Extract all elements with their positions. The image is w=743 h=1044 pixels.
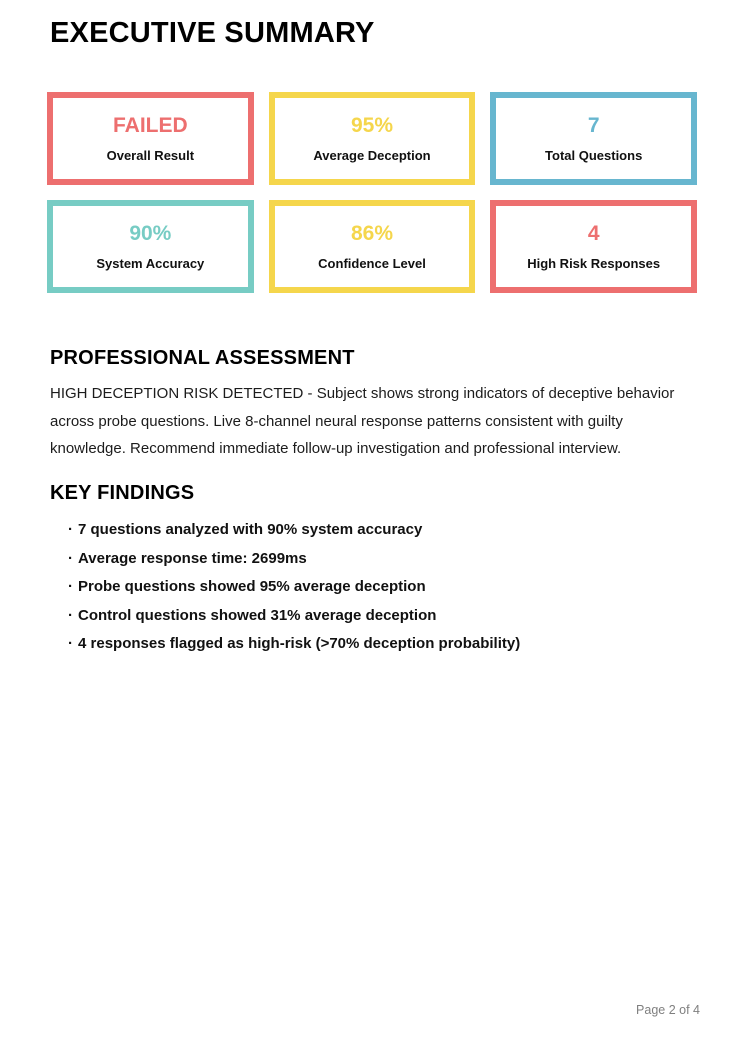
key-finding-text: Average response time: 2699ms bbox=[78, 549, 307, 567]
stat-card-label: High Risk Responses bbox=[527, 256, 661, 271]
key-finding-text: Probe questions showed 95% average deception bbox=[78, 578, 426, 595]
stat-card-label: Confidence Level bbox=[318, 256, 426, 271]
stat-card-label: System Accuracy bbox=[96, 256, 205, 271]
stat-card-average-deception bbox=[269, 92, 476, 185]
stat-card-value: FAILED bbox=[112, 114, 188, 137]
stat-card-value: 86% bbox=[350, 222, 393, 245]
stat-card-value: 7 bbox=[587, 114, 600, 137]
key-finding-text: 7 questions analyzed with 90% system accuracy bbox=[78, 521, 423, 538]
stat-card-label: Overall Result bbox=[106, 148, 195, 163]
key-finding-item bbox=[68, 636, 520, 651]
key-finding-item bbox=[68, 579, 520, 594]
stat-card-system-accuracy bbox=[47, 200, 254, 293]
professional-assessment-heading: PROFESSIONAL ASSESSMENT bbox=[50, 347, 355, 369]
page-title: EXECUTIVE SUMMARY bbox=[50, 17, 375, 49]
stat-card-confidence-level bbox=[269, 200, 476, 293]
stat-card-grid bbox=[47, 92, 697, 293]
professional-assessment-body: HIGH DECEPTION RISK DETECTED - Subject shows strong indicators of deceptive behavior across probe questions. Live 8-channel neural response patterns consistent with guilty knowledge. Recommend immediate follow-up investigation and professional interview. bbox=[50, 385, 675, 457]
key-finding-item bbox=[68, 522, 520, 537]
page-number: Page 2 of 4 bbox=[636, 1003, 700, 1017]
key-finding-item bbox=[68, 608, 520, 623]
bullet-dot: · bbox=[68, 521, 73, 538]
stat-card-high-risk-responses bbox=[490, 200, 697, 293]
bullet-dot: · bbox=[68, 549, 73, 567]
stat-card-label: Total Questions bbox=[545, 148, 643, 163]
bullet-dot: · bbox=[68, 635, 73, 652]
key-finding-text: Control questions showed 31% average deception bbox=[78, 606, 437, 624]
stat-card-value: 90% bbox=[129, 222, 172, 245]
key-findings-list bbox=[68, 522, 520, 665]
stat-card-value: 4 bbox=[587, 222, 600, 245]
key-finding-text: 4 responses flagged as high-risk (>70% deception probability) bbox=[78, 635, 521, 652]
stat-card-total-questions bbox=[490, 92, 697, 185]
stat-card-label: Average Deception bbox=[313, 148, 431, 163]
key-findings-heading: KEY FINDINGS bbox=[50, 482, 195, 504]
stat-card-overall-result bbox=[47, 92, 254, 185]
stat-card-value: 95% bbox=[350, 114, 393, 137]
bullet-dot: · bbox=[68, 606, 73, 624]
key-finding-item bbox=[68, 551, 520, 566]
bullet-dot: · bbox=[68, 578, 73, 595]
